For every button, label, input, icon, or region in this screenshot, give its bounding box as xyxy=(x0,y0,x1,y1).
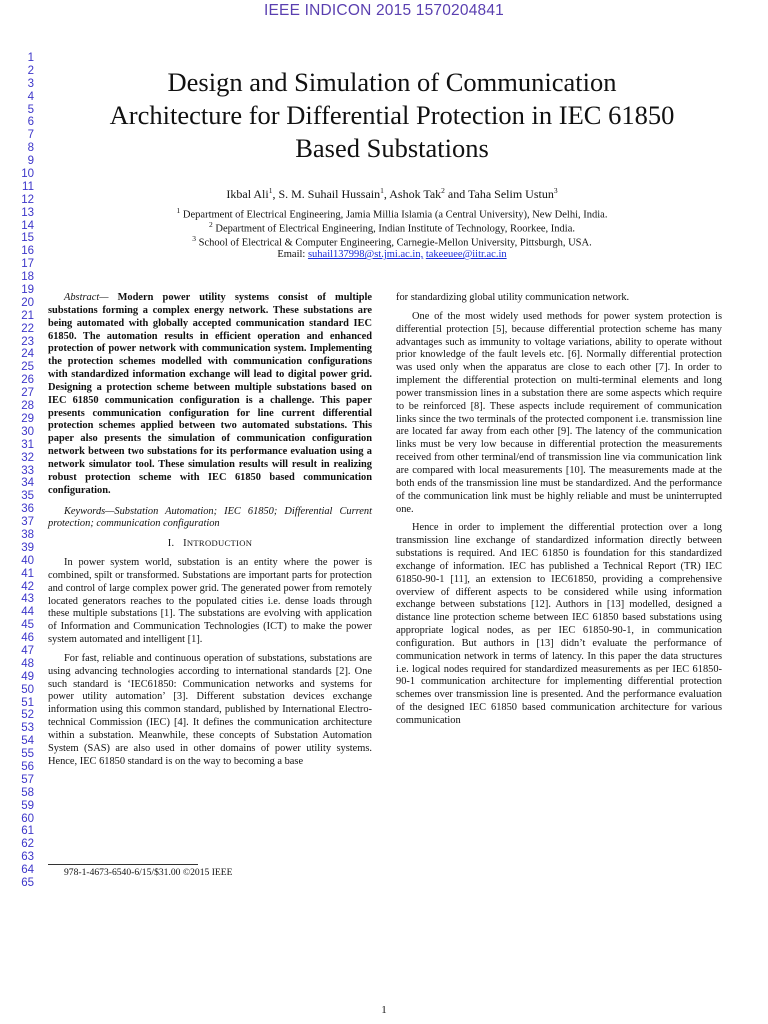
abstract xyxy=(48,292,372,498)
author-affil-mark: 3 xyxy=(553,186,558,195)
line-number: 2 xyxy=(27,64,34,77)
line-number: 22 xyxy=(21,322,34,335)
copyright-footnote: 978-1-4673-6540-6/15/$31.00 ©2015 IEEE xyxy=(64,867,233,878)
section-numeral: I. xyxy=(167,538,175,550)
line-number: 43 xyxy=(21,593,34,606)
line-number: 1 xyxy=(27,52,34,64)
line-number: 27 xyxy=(21,387,34,400)
line-number: 5 xyxy=(27,103,34,116)
line-number: 13 xyxy=(21,206,34,219)
email-link-second[interactable]: takeeuee@iitr.ac.in xyxy=(425,249,507,260)
affiliation-mark: 1 xyxy=(176,206,181,215)
section-title-initial: I xyxy=(183,538,187,550)
line-number: 33 xyxy=(21,464,34,477)
line-number: 19 xyxy=(21,284,34,297)
line-number: 17 xyxy=(21,258,34,271)
conference-header: IEEE INDICON 2015 1570204841 xyxy=(264,2,504,19)
line-number: 62 xyxy=(21,838,34,851)
line-number: 4 xyxy=(27,90,34,103)
body-paragraph-continuation: for standardizing global utility communication network. xyxy=(396,292,630,303)
line-number: 14 xyxy=(21,219,34,232)
line-number: 30 xyxy=(21,425,34,438)
line-number: 41 xyxy=(21,567,34,580)
line-number: 57 xyxy=(21,773,34,786)
line-number: 45 xyxy=(21,619,34,632)
affiliation-mark: 2 xyxy=(208,220,213,229)
affiliation-text: Department of Electrical Engineering, Indian Institute of Technology, Roorkee, India. xyxy=(215,223,576,235)
line-number: 47 xyxy=(21,644,34,657)
body-paragraph: One of the most widely used methods for power system protection is differential protection [5], because differential protection scheme has many advantages such as immunity to voltage variations, ability to operate without prior knowledge of the fault levels etc. [6]. Normally differential protection was used only when the apparatus are close to each other [7]. In order to implement the differential protection on multi-terminal elements and long power transmission lines in a substation there are some aspects which require to be reinforced [8]. These aspects include requirement of communication links since the two terminals of the protected component i.e. transmission line are located far away from each other [9]. The latency of the communication links must be very low because in differential protection the measurements received from other terminal/end of transmission line via communication link are compared with local measurements [10]. The measurements made at the both ends of the transmission line must be standardized. And the performance of the communication link must be highly reliable and must be uninterrupted one. xyxy=(396,310,722,515)
line-number: 23 xyxy=(21,335,34,348)
author-name: Taha Selim Ustun xyxy=(468,187,554,201)
line-number: 7 xyxy=(27,129,34,142)
author-separator: , xyxy=(383,187,390,201)
line-number: 10 xyxy=(21,168,34,181)
email-label: Email: xyxy=(277,249,308,260)
line-numbers xyxy=(6,52,34,890)
affiliation-text: School of Electrical & Computer Engineering, Carnegie-Mellon University, Pittsburgh, USA. xyxy=(198,237,592,249)
body-paragraph: Hence in order to implement the differential protection over a long transmission line exchange of standardized information directly between substations is required. And IEC 61850 is foundation for this standardized exchange of information. IEC has published a Technical Report (TR) IEC 61850-90-1 [11], an extension to IEC61850, providing a comprehensive overview of different aspects to be considered while using information exchange between substations [12]. Authors in [13] modelled, designed a distance line protection scheme between IEC 61850 based substations using appropriate logical nodes, as per IEC 61850-90-1, in communication configuration. But authors in [13] didn’t evaluate the performance of communication network in terms of latency. In this paper the data structures i.e. logical nodes required for standardized measurements as per IEC 61850-90-1 communication architecture for implementing differential protection schemes over transmission line is presented. And the performance evaluation of the designed IEC 61850 based communication architecture for various communication xyxy=(396,522,722,726)
line-number: 26 xyxy=(21,374,34,387)
affiliation-mark: 3 xyxy=(192,234,196,243)
left-column xyxy=(48,292,372,775)
keywords: Keywords—Substation Automation; IEC 61850; Differential Current protection; communication configuration xyxy=(48,505,372,530)
line-number: 12 xyxy=(21,193,34,206)
line-number: 59 xyxy=(21,799,34,812)
line-number: 6 xyxy=(27,116,34,129)
line-number: 49 xyxy=(21,670,34,683)
line-number: 20 xyxy=(21,296,34,309)
line-number: 61 xyxy=(21,825,34,838)
line-number: 36 xyxy=(21,503,34,516)
abstract-body: Modern power utility systems consist of multiple substations forming a complex energy network. These substations are being automated with globally accepted communication standard IEC 61850. The automation results in efficient operation and enhanced protection of power network with communication system. Implementing the protection schemes modelled with communication configurations with standardized information exchange will lead to digital power grid. Designing a protection scheme between multiple substations based on IEC 61850 communication configuration is a challenge. This paper presents communication configuration for line current differential protection schemes applied between two automated substations. This paper also presents the simulation of communication configuration network between two substations for its performance evaluation using a network simulator tool. These simulation results will result in realizing robust protection scheme with IEC 61850 based communication configuration. xyxy=(48,292,372,496)
line-number: 56 xyxy=(21,760,34,773)
line-number: 8 xyxy=(27,142,34,155)
line-number: 64 xyxy=(21,864,34,877)
author-name: Ikbal Ali xyxy=(226,187,269,201)
author-separator: , xyxy=(272,187,279,201)
line-number: 52 xyxy=(21,709,34,722)
author-separator: and xyxy=(444,187,469,201)
title-line: Based Substations xyxy=(295,133,489,163)
title-line: Design and Simulation of Communication xyxy=(167,67,617,97)
line-number: 38 xyxy=(21,528,34,541)
line-number: 46 xyxy=(21,632,34,645)
affiliation xyxy=(40,234,744,249)
email-link-first[interactable]: suhail137998@st.jmi.ac.in, xyxy=(307,249,424,260)
body-paragraph: In power system world, substation is an entity where the power is combined, spilt or transformed. Substations are important parts for protection and control of large complex power grid. The generated power from remotely located generators reaches to the populated cities i.e. dense loads through these multiple substations [1]. The substations are evolving with application of Information and Communication Technologies (ICT) to make the power system automated and intelligent [1]. xyxy=(48,557,372,646)
line-number: 16 xyxy=(21,245,34,258)
line-number: 3 xyxy=(27,77,34,90)
line-number: 53 xyxy=(21,722,34,735)
line-number: 42 xyxy=(21,580,34,593)
line-number: 34 xyxy=(21,477,34,490)
author-name: Ashok Tak xyxy=(389,187,442,201)
line-number: 11 xyxy=(22,180,34,193)
affiliation-text: Department of Electrical Engineering, Jamia Millia Islamia (a Central University), New Delhi, India. xyxy=(182,209,608,221)
line-number: 32 xyxy=(21,451,34,464)
footnote-rule xyxy=(48,864,198,865)
page-number: 1 xyxy=(381,1004,387,1016)
line-number: 37 xyxy=(21,516,34,529)
line-number: 54 xyxy=(21,735,34,748)
line-number: 9 xyxy=(27,155,34,168)
section-title-rest: NTRODUCTION xyxy=(186,538,253,549)
author-affil-mark: 2 xyxy=(441,186,445,195)
abstract-lead: Abstract— xyxy=(64,292,109,303)
line-number: 29 xyxy=(21,412,34,425)
author-name: S. M. Suhail Hussain xyxy=(278,187,381,201)
line-number: 58 xyxy=(21,786,34,799)
line-number: 21 xyxy=(21,309,34,322)
body-paragraph: For fast, reliable and continuous operation of substations, substations are using advancing technologies according to international standards [2]. One such standard is ‘IEC61850: Communication networks and systems for power utility automation’ [3]. Different substation devices exchange information using this common standard, published by International Electro-technical Commission (IEC) [4]. It defines the communication architecture within a substation. Meanwhile, these concepts of Substation Automation System (SAS) are also used in other domains of power utility systems. Hence, IEC 61850 standard is on the way to becoming a base xyxy=(48,652,372,767)
email-line xyxy=(40,249,744,260)
line-number: 40 xyxy=(21,554,34,567)
author-list xyxy=(40,186,744,202)
line-number: 15 xyxy=(21,232,34,245)
paper-title xyxy=(40,66,744,165)
author-affil-mark: 1 xyxy=(380,186,384,195)
line-number: 28 xyxy=(21,400,34,413)
line-number: 50 xyxy=(21,683,34,696)
right-column xyxy=(396,292,722,734)
line-number: 51 xyxy=(21,696,34,709)
line-number: 63 xyxy=(21,851,34,864)
line-number: 24 xyxy=(21,348,34,361)
line-number: 25 xyxy=(21,361,34,374)
line-number: 55 xyxy=(21,748,34,761)
affiliation xyxy=(40,206,744,221)
line-number: 35 xyxy=(21,490,34,503)
affiliation xyxy=(40,220,744,235)
author-affil-mark: 1 xyxy=(268,186,273,195)
section-heading xyxy=(48,537,372,551)
line-number: 18 xyxy=(21,271,34,284)
line-number: 39 xyxy=(21,541,34,554)
line-number: 48 xyxy=(21,657,34,670)
line-number: 31 xyxy=(21,438,34,451)
line-number: 44 xyxy=(21,606,34,619)
line-number: 65 xyxy=(21,877,34,889)
line-number: 60 xyxy=(21,812,34,825)
title-line: Architecture for Differential Protection in IEC 61850 xyxy=(109,100,675,130)
